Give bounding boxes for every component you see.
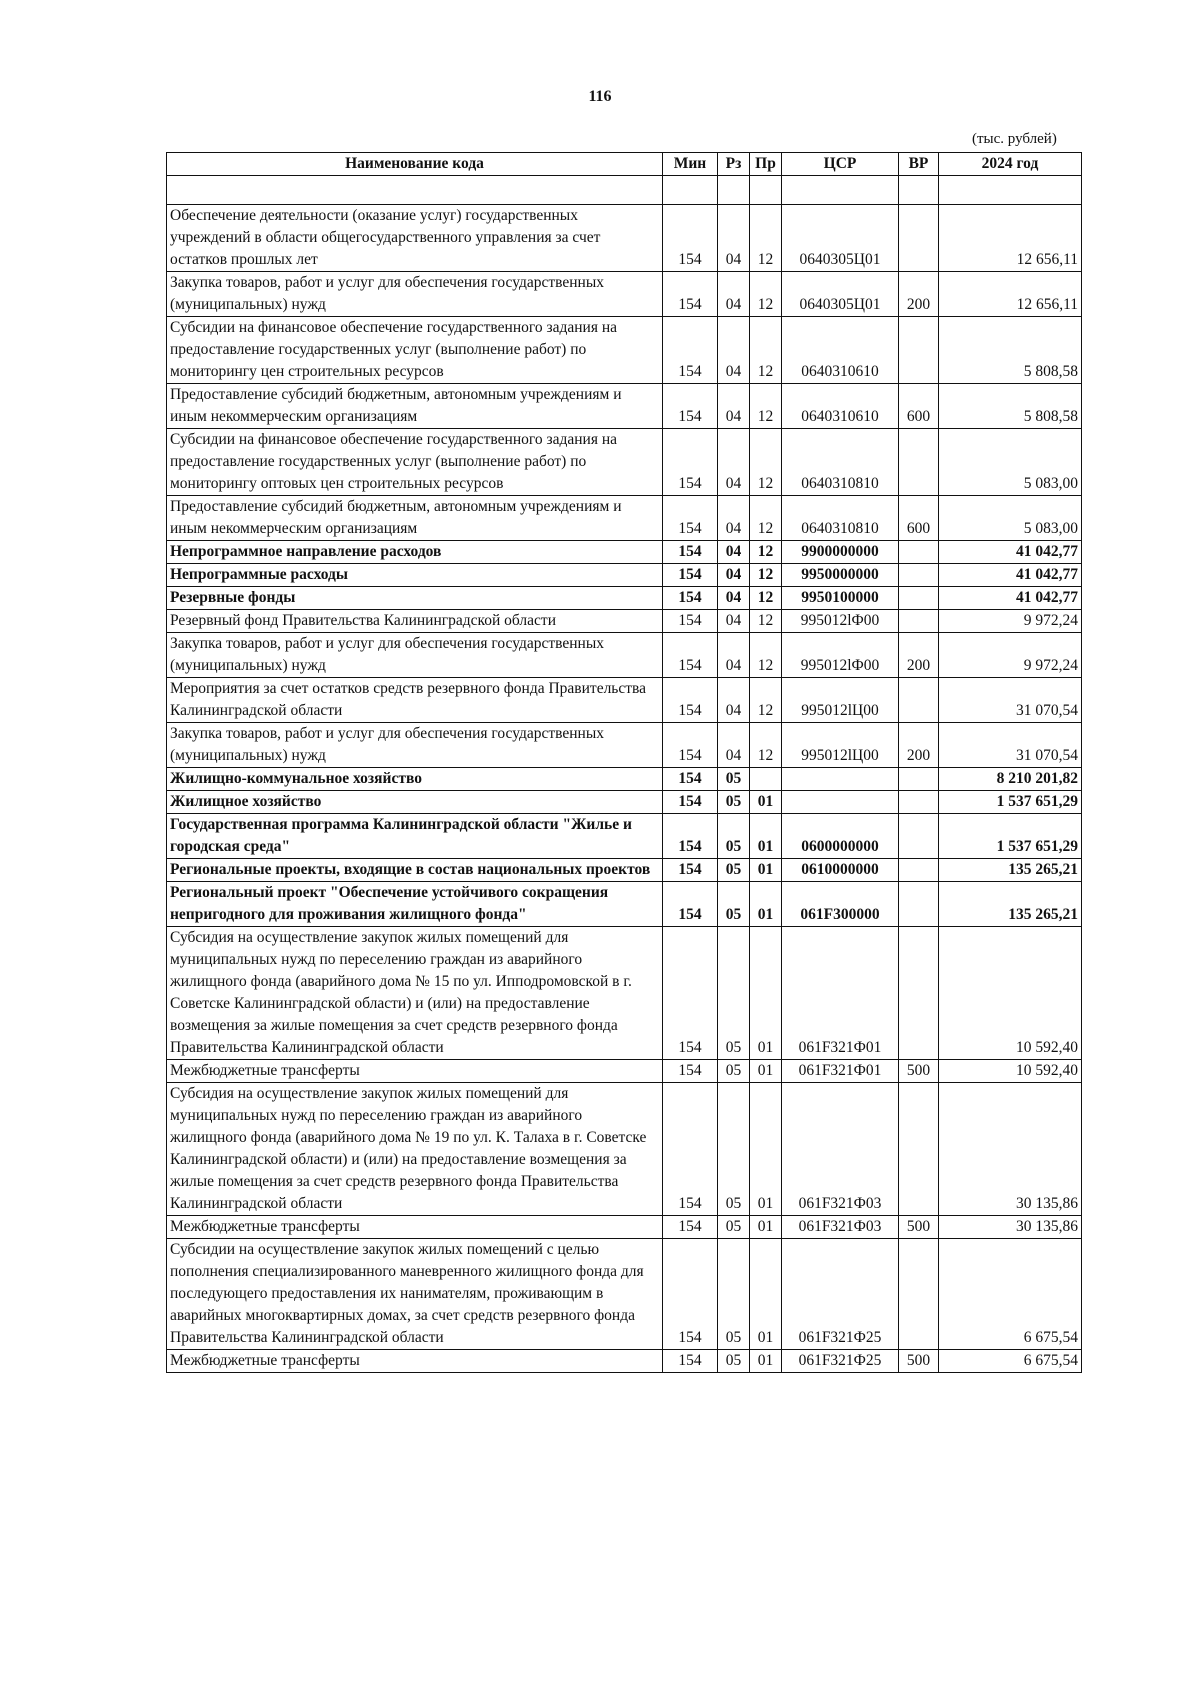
cell-value: 9 972,24 <box>939 610 1082 633</box>
cell-csr: 995012lЦ00 <box>782 723 899 768</box>
table-row <box>167 678 1082 723</box>
cell-csr <box>782 791 899 814</box>
table-row <box>167 429 1082 496</box>
cell-name: Закупка товаров, работ и услуг для обеспечения государственных (муниципальных) нужд <box>167 633 663 678</box>
cell-min: 154 <box>663 205 718 272</box>
cell-rz: 04 <box>718 205 750 272</box>
cell-name: Мероприятия за счет остатков средств резервного фонда Правительства Калининградской области <box>167 678 663 723</box>
cell-csr: 9950100000 <box>782 587 899 610</box>
cell-name: Субсидии на финансовое обеспечение государственного задания на предоставление государственных услуг (выполнение работ) по мониторингу цен строительных ресурсов <box>167 317 663 384</box>
cell-value: 5 808,58 <box>939 384 1082 429</box>
cell-pr: 12 <box>750 496 782 541</box>
cell-rz: 05 <box>718 1083 750 1216</box>
spacer-cell <box>939 176 1082 205</box>
cell-value: 1 537 651,29 <box>939 791 1082 814</box>
cell-min: 154 <box>663 429 718 496</box>
cell-value: 41 042,77 <box>939 564 1082 587</box>
cell-csr: 0640305Ц01 <box>782 272 899 317</box>
spacer-cell <box>750 176 782 205</box>
cell-rz: 05 <box>718 791 750 814</box>
cell-rz: 04 <box>718 541 750 564</box>
cell-min: 154 <box>663 610 718 633</box>
header-name: Наименование кода <box>167 153 663 176</box>
table-row <box>167 633 1082 678</box>
cell-value: 10 592,40 <box>939 1060 1082 1083</box>
cell-pr: 01 <box>750 1239 782 1350</box>
table-row <box>167 587 1082 610</box>
cell-name: Закупка товаров, работ и услуг для обеспечения государственных (муниципальных) нужд <box>167 272 663 317</box>
cell-name: Обеспечение деятельности (оказание услуг) государственных учреждений в области общегосударственного управления за счет остатков прошлых лет <box>167 205 663 272</box>
cell-pr: 12 <box>750 541 782 564</box>
cell-csr: 0640310810 <box>782 429 899 496</box>
table-row <box>167 205 1082 272</box>
units-label: (тыс. рублей) <box>972 131 1057 147</box>
cell-value: 5 808,58 <box>939 317 1082 384</box>
cell-vr <box>899 541 939 564</box>
cell-value: 5 083,00 <box>939 496 1082 541</box>
cell-value: 135 265,21 <box>939 859 1082 882</box>
cell-csr: 0600000000 <box>782 814 899 859</box>
table-row <box>167 496 1082 541</box>
page-number: 116 <box>588 88 612 105</box>
cell-pr: 12 <box>750 723 782 768</box>
cell-rz: 04 <box>718 723 750 768</box>
cell-csr: 061F321Ф25 <box>782 1239 899 1350</box>
cell-vr <box>899 1239 939 1350</box>
cell-min: 154 <box>663 587 718 610</box>
table-header-row <box>167 153 1082 176</box>
cell-pr: 12 <box>750 610 782 633</box>
header-csr: ЦСР <box>782 153 899 176</box>
cell-name: Региональные проекты, входящие в состав национальных проектов <box>167 859 663 882</box>
cell-csr: 0640310610 <box>782 317 899 384</box>
cell-rz: 04 <box>718 678 750 723</box>
cell-value: 12 656,11 <box>939 272 1082 317</box>
cell-rz: 04 <box>718 610 750 633</box>
spacer-cell <box>663 176 718 205</box>
cell-value: 135 265,21 <box>939 882 1082 927</box>
cell-min: 154 <box>663 768 718 791</box>
table-row <box>167 1216 1082 1239</box>
cell-min: 154 <box>663 678 718 723</box>
cell-pr: 01 <box>750 859 782 882</box>
cell-vr <box>899 429 939 496</box>
cell-vr: 200 <box>899 723 939 768</box>
cell-name: Субсидия на осуществление закупок жилых помещений для муниципальных нужд по переселению граждан из аварийного жилищного фонда (аварийного дома № 19 по ул. К. Талаха в г. Советске Калининградской области) и (или) на предоставление возмещения за жилые помещения за счет средств резервного фонда Правительства Калининградской области <box>167 1083 663 1216</box>
cell-vr: 600 <box>899 496 939 541</box>
cell-pr: 12 <box>750 633 782 678</box>
spacer-cell <box>899 176 939 205</box>
table-row <box>167 723 1082 768</box>
cell-vr: 500 <box>899 1060 939 1083</box>
table-row <box>167 1060 1082 1083</box>
cell-pr: 12 <box>750 564 782 587</box>
cell-min: 154 <box>663 1060 718 1083</box>
cell-csr: 061F300000 <box>782 882 899 927</box>
cell-min: 154 <box>663 564 718 587</box>
cell-min: 154 <box>663 633 718 678</box>
cell-value: 6 675,54 <box>939 1350 1082 1373</box>
cell-pr: 01 <box>750 814 782 859</box>
cell-pr: 12 <box>750 678 782 723</box>
cell-name: Жилищное хозяйство <box>167 791 663 814</box>
cell-min: 154 <box>663 541 718 564</box>
cell-vr <box>899 205 939 272</box>
cell-min: 154 <box>663 814 718 859</box>
cell-name: Резервный фонд Правительства Калининградской области <box>167 610 663 633</box>
table-row <box>167 859 1082 882</box>
cell-name: Межбюджетные трансферты <box>167 1350 663 1373</box>
cell-value: 8 210 201,82 <box>939 768 1082 791</box>
table-row <box>167 927 1082 1060</box>
cell-min: 154 <box>663 791 718 814</box>
cell-rz: 05 <box>718 882 750 927</box>
cell-value: 12 656,11 <box>939 205 1082 272</box>
cell-pr: 01 <box>750 927 782 1060</box>
table-row <box>167 541 1082 564</box>
cell-pr: 12 <box>750 429 782 496</box>
cell-pr: 01 <box>750 791 782 814</box>
cell-name: Жилищно-коммунальное хозяйство <box>167 768 663 791</box>
cell-rz: 04 <box>718 633 750 678</box>
cell-name: Субсидии на финансовое обеспечение государственного задания на предоставление государственных услуг (выполнение работ) по мониторингу оптовых цен строительных ресурсов <box>167 429 663 496</box>
cell-rz: 05 <box>718 1239 750 1350</box>
cell-name: Государственная программа Калининградской области "Жилье и городская среда" <box>167 814 663 859</box>
cell-name: Межбюджетные трансферты <box>167 1216 663 1239</box>
cell-csr: 0640310610 <box>782 384 899 429</box>
cell-vr: 500 <box>899 1350 939 1373</box>
table-row <box>167 610 1082 633</box>
cell-pr: 01 <box>750 1060 782 1083</box>
cell-vr <box>899 859 939 882</box>
cell-csr: 061F321Ф03 <box>782 1216 899 1239</box>
cell-rz: 04 <box>718 564 750 587</box>
cell-value: 6 675,54 <box>939 1239 1082 1350</box>
cell-vr <box>899 564 939 587</box>
cell-vr: 600 <box>899 384 939 429</box>
table-row <box>167 384 1082 429</box>
cell-vr <box>899 1083 939 1216</box>
cell-vr: 200 <box>899 633 939 678</box>
cell-rz: 05 <box>718 1350 750 1373</box>
cell-csr: 9950000000 <box>782 564 899 587</box>
cell-rz: 04 <box>718 384 750 429</box>
cell-rz: 05 <box>718 768 750 791</box>
cell-pr: 12 <box>750 317 782 384</box>
cell-rz: 05 <box>718 1060 750 1083</box>
spacer-cell <box>167 176 663 205</box>
table-row <box>167 814 1082 859</box>
cell-rz: 04 <box>718 587 750 610</box>
cell-rz: 05 <box>718 859 750 882</box>
cell-value: 30 135,86 <box>939 1083 1082 1216</box>
table-row <box>167 317 1082 384</box>
table-body <box>167 176 1082 1373</box>
table-row <box>167 791 1082 814</box>
cell-min: 154 <box>663 1083 718 1216</box>
header-pr: Пр <box>750 153 782 176</box>
cell-csr: 995012lЦ00 <box>782 678 899 723</box>
cell-pr: 01 <box>750 1216 782 1239</box>
cell-min: 154 <box>663 1216 718 1239</box>
cell-min: 154 <box>663 723 718 768</box>
cell-rz: 05 <box>718 927 750 1060</box>
cell-pr: 12 <box>750 587 782 610</box>
cell-name: Региональный проект "Обеспечение устойчивого сокращения непригодного для проживания жилищного фонда" <box>167 882 663 927</box>
cell-value: 5 083,00 <box>939 429 1082 496</box>
spacer-cell <box>718 176 750 205</box>
cell-name: Непрограммное направление расходов <box>167 541 663 564</box>
cell-csr: 0610000000 <box>782 859 899 882</box>
cell-pr <box>750 768 782 791</box>
cell-vr: 500 <box>899 1216 939 1239</box>
header-min: Мин <box>663 153 718 176</box>
cell-csr: 995012lФ00 <box>782 633 899 678</box>
cell-name: Субсидия на осуществление закупок жилых помещений для муниципальных нужд по переселению граждан из аварийного жилищного фонда (аварийного дома № 15 по ул. Ипподромовской в г. Советске Калининградской области) и (или) на предоставление возмещения за жилые помещения за счет средств резервного фонда Правительства Калининградской области <box>167 927 663 1060</box>
header-rz: Рз <box>718 153 750 176</box>
cell-vr <box>899 678 939 723</box>
cell-min: 154 <box>663 317 718 384</box>
cell-vr <box>899 317 939 384</box>
cell-csr <box>782 768 899 791</box>
cell-name: Предоставление субсидий бюджетным, автономным учреждениям и иным некоммерческим организациям <box>167 384 663 429</box>
cell-name: Субсидии на осуществление закупок жилых помещений с целью пополнения специализированного маневренного жилищного фонда для последующего предоставления их нанимателям, проживающим в аварийных многоквартирных домах, за счет средств резервного фонда Правительства Калининградской области <box>167 1239 663 1350</box>
cell-min: 154 <box>663 272 718 317</box>
cell-pr: 12 <box>750 205 782 272</box>
table-spacer-row <box>167 176 1082 205</box>
cell-min: 154 <box>663 882 718 927</box>
cell-csr: 061F321Ф25 <box>782 1350 899 1373</box>
cell-csr: 995012lФ00 <box>782 610 899 633</box>
header-year: 2024 год <box>939 153 1082 176</box>
table-row <box>167 272 1082 317</box>
cell-pr: 01 <box>750 1350 782 1373</box>
cell-vr <box>899 814 939 859</box>
table-row <box>167 564 1082 587</box>
cell-csr: 0640305Ц01 <box>782 205 899 272</box>
cell-rz: 04 <box>718 429 750 496</box>
header-vr: ВР <box>899 153 939 176</box>
cell-vr <box>899 610 939 633</box>
cell-min: 154 <box>663 1239 718 1350</box>
cell-pr: 12 <box>750 272 782 317</box>
cell-name: Межбюджетные трансферты <box>167 1060 663 1083</box>
table-row <box>167 1083 1082 1216</box>
cell-min: 154 <box>663 384 718 429</box>
cell-vr: 200 <box>899 272 939 317</box>
cell-name: Предоставление субсидий бюджетным, автономным учреждениям и иным некоммерческим организациям <box>167 496 663 541</box>
table-row <box>167 882 1082 927</box>
budget-table <box>166 152 1082 1373</box>
cell-rz: 04 <box>718 496 750 541</box>
cell-rz: 05 <box>718 1216 750 1239</box>
cell-csr: 061F321Ф03 <box>782 1083 899 1216</box>
cell-vr <box>899 587 939 610</box>
cell-csr: 061F321Ф01 <box>782 1060 899 1083</box>
table-row <box>167 1239 1082 1350</box>
cell-vr <box>899 791 939 814</box>
cell-min: 154 <box>663 496 718 541</box>
spacer-cell <box>782 176 899 205</box>
cell-name: Закупка товаров, работ и услуг для обеспечения государственных (муниципальных) нужд <box>167 723 663 768</box>
cell-vr <box>899 882 939 927</box>
table-row <box>167 1350 1082 1373</box>
cell-value: 31 070,54 <box>939 678 1082 723</box>
cell-min: 154 <box>663 859 718 882</box>
cell-value: 41 042,77 <box>939 541 1082 564</box>
cell-value: 9 972,24 <box>939 633 1082 678</box>
cell-csr: 061F321Ф01 <box>782 927 899 1060</box>
cell-name: Резервные фонды <box>167 587 663 610</box>
table-row <box>167 768 1082 791</box>
cell-vr <box>899 927 939 1060</box>
cell-csr: 9900000000 <box>782 541 899 564</box>
cell-rz: 04 <box>718 272 750 317</box>
cell-csr: 0640310810 <box>782 496 899 541</box>
cell-rz: 05 <box>718 814 750 859</box>
cell-vr <box>899 768 939 791</box>
cell-value: 41 042,77 <box>939 587 1082 610</box>
cell-pr: 12 <box>750 384 782 429</box>
cell-name: Непрограммные расходы <box>167 564 663 587</box>
cell-rz: 04 <box>718 317 750 384</box>
cell-min: 154 <box>663 1350 718 1373</box>
cell-value: 31 070,54 <box>939 723 1082 768</box>
cell-value: 10 592,40 <box>939 927 1082 1060</box>
cell-min: 154 <box>663 927 718 1060</box>
cell-value: 1 537 651,29 <box>939 814 1082 859</box>
cell-pr: 01 <box>750 1083 782 1216</box>
cell-value: 30 135,86 <box>939 1216 1082 1239</box>
cell-pr: 01 <box>750 882 782 927</box>
